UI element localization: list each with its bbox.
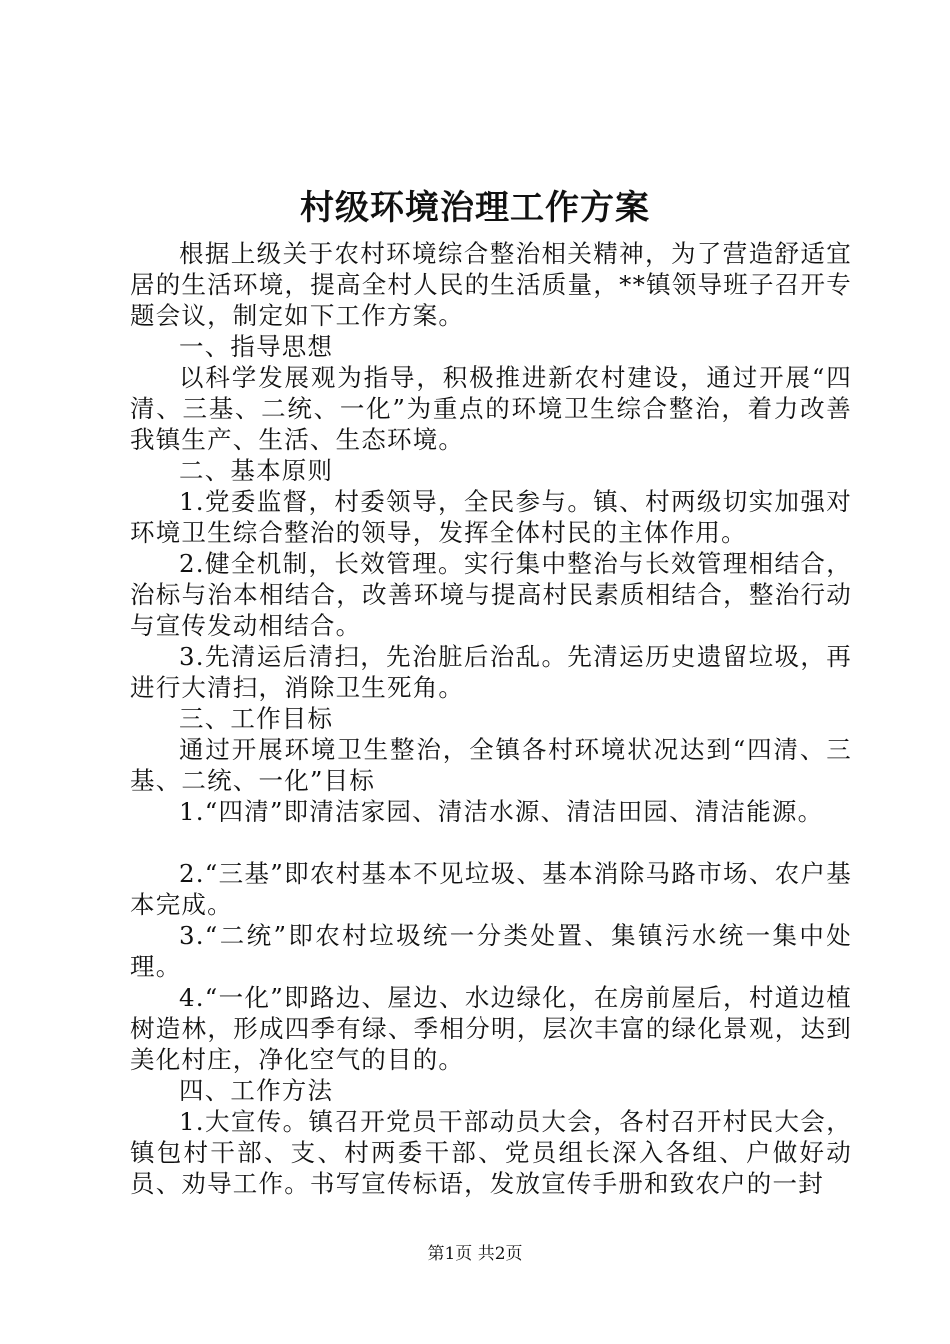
- paragraph-principle-3: 3.先清运后清扫，先治脏后治乱。先清运历史遗留垃圾，再进行大清扫，消除卫生死角。: [130, 642, 852, 702]
- paragraph-principle-1: 1.党委监督，村委领导，全民参与。镇、村两级切实加强对环境卫生综合整治的领导，发挥全体村民的主体作用。: [130, 487, 852, 547]
- document-title: 村级环境治理工作方案: [300, 188, 650, 228]
- paragraph-method-1: 1.大宣传。镇召开党员干部动员大会，各村召开村民大会，镇包村干部、支、村两委干部、党员组长深入各组、户做好动员、劝导工作。书写宣传标语，发放宣传手册和致农户的一封: [130, 1107, 852, 1198]
- paragraph-goal-2: 2.“三基”即农村基本不见垃圾、基本消除马路市场、农户基本完成。: [130, 859, 852, 919]
- paragraph-principle-2: 2.健全机制，长效管理。实行集中整治与长效管理相结合，治标与治本相结合，改善环境与提高村民素质相结合，整治行动与宣传发动相结合。: [130, 549, 852, 640]
- page-number-footer: 第1页 共2页: [427, 1244, 523, 1264]
- paragraph-intro: 根据上级关于农村环境综合整治相关精神，为了营造舒适宜居的生活环境，提高全村人民的生活质量，**镇领导班子召开专题会议，制定如下工作方案。: [130, 239, 852, 330]
- heading-guiding-ideology: 一、指导思想: [179, 332, 334, 361]
- heading-work-goals: 三、工作目标: [179, 704, 334, 733]
- heading-basic-principles: 二、基本原则: [179, 456, 334, 485]
- document-body: [130, 238, 852, 1199]
- paragraph-goal-3: 3.“二统”即农村垃圾统一分类处置、集镇污水统一集中处理。: [130, 921, 852, 981]
- paragraph-goals-intro: 通过开展环境卫生整治，全镇各村环境状况达到“四清、三基、二统、一化”目标: [130, 735, 852, 795]
- heading-work-methods: 四、工作方法: [179, 1076, 334, 1105]
- paragraph-goal-1: 1.“四清”即清洁家园、清洁水源、清洁田园、清洁能源。: [179, 797, 824, 826]
- paragraph-goal-4: 4.“一化”即路边、屋边、水边绿化，在房前屋后，村道边植树造林，形成四季有绿、季相分明，层次丰富的绿化景观，达到美化村庄，净化空气的目的。: [130, 983, 852, 1074]
- paragraph-guiding-ideology: 以科学发展观为指导，积极推进新农村建设，通过开展“四清、三基、二统、一化”为重点的环境卫生综合整治，着力改善我镇生产、生活、生态环境。: [130, 363, 852, 454]
